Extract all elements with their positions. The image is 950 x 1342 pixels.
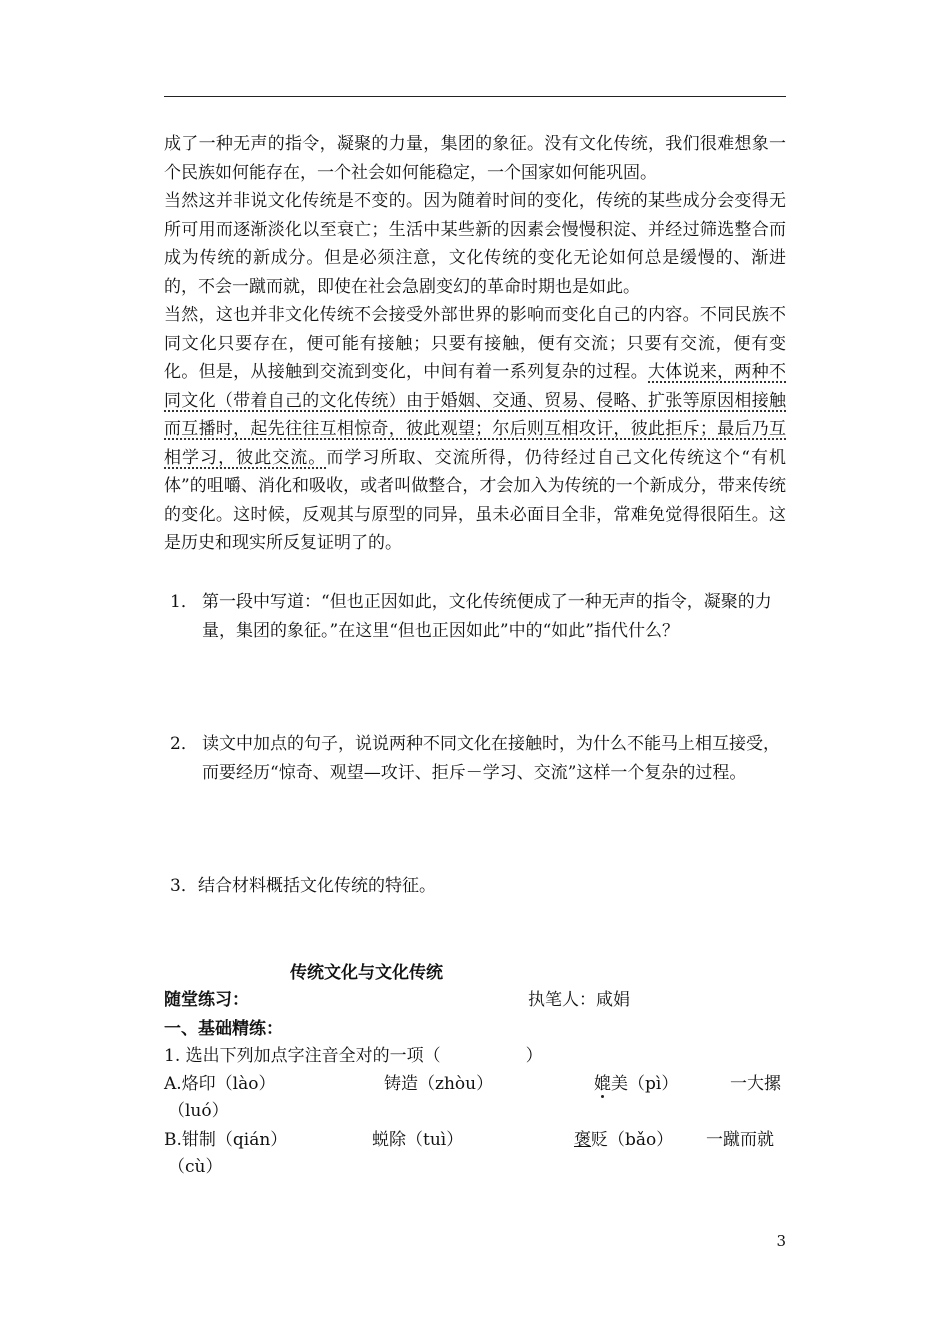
dotted-char: 媲 [594, 1074, 611, 1094]
passage-paragraph-3-end: 而学习所取、交流所得，仍待经过自己文化传统这个“有机体”的咀嚼、消化和吸收，或者叫做整合，才会加入为传统的一个新成分，带来传统的变化。这时候，反观其与原型的同异，虽未必面目全非，常难免觉得很陌生。这是历史和现实所反复证明了的。 [164, 447, 786, 553]
question-number: 2． [170, 734, 198, 754]
option-a-2: 铸造（zhòu） [384, 1074, 494, 1094]
passage-paragraph-1: 成了一种无声的指令，凝聚的力量，集团的象征。没有文化传统，我们很难想象一个民族如何能存在，一个社会如何能稳定，一个国家如何能巩固。 [164, 134, 786, 183]
option-a-3 [594, 1071, 678, 1097]
option-a-4-pinyin: （luó） [168, 1101, 229, 1121]
question-text: 结合材料概括文化传统的特征。 [198, 876, 436, 896]
question-number: 3． [170, 876, 198, 896]
author-label: 执笔人：咸娟 [528, 990, 630, 1010]
section-title: 传统文化与文化传统 [290, 963, 443, 983]
passage [164, 130, 786, 558]
passage-paragraph-3-start: 当然，这也并非文化传统不会接受外部世界的影响而变化自己的内容。不同民族不同文化只要存在，便可能有接触；只要有接触，便有交流；只要有交流，便有变化。但是，从接触到交流到变化，中间有着一系列复杂的过程。 [164, 305, 786, 382]
question-1 [170, 588, 770, 645]
question-text: 读文中加点的句子，说说两种不同文化在接触时，为什么不能马上相互接受，而要经历“惊奇、观望—攻讦、拒斥－学习、交流”这样一个复杂的过程。 [202, 734, 780, 783]
option-b-3-rest: 贬（bǎo） [591, 1130, 674, 1150]
passage-paragraph-3 [164, 301, 786, 558]
question-number: 1． [170, 592, 198, 612]
option-a-1: A.烙印（lào） [164, 1074, 276, 1094]
option-b-3 [574, 1127, 673, 1153]
question-select-pinyin: 1. 选出下列加点字注音全对的一项（ ） [164, 1046, 543, 1066]
practice-label: 随堂练习： [164, 990, 249, 1010]
underlined-char: 褒 [574, 1130, 591, 1150]
header-rule [164, 96, 786, 97]
question-3 [170, 872, 770, 901]
question-text: 第一段中写道：“但也正因如此，文化传统便成了一种无声的指令，凝聚的力量，集团的象征。”在这里“但也正因如此”中的“如此”指代什么？ [202, 592, 772, 641]
option-b-1: B.钳制（qián） [164, 1130, 288, 1150]
option-b-2: 蜕除（tuì） [372, 1130, 464, 1150]
passage-paragraph-2: 当然这并非说文化传统是不变的。因为随着时间的变化，传统的某些成分会变得无所可用而逐渐淡化以至衰亡；生活中某些新的因素会慢慢积淀、并经过筛选整合而成为传统的新成分。但是必须注意，文化传统的变化无论如何总是缓慢的、渐进的，不会一蹴而就，即使在社会急剧变幻的革命时期也是如此。 [164, 191, 786, 297]
question-2 [170, 730, 780, 787]
option-a-3-rest: 美（pì） [611, 1074, 679, 1094]
option-a-4: 一大摞 [730, 1074, 781, 1094]
dotted-sentence: 大体说来，两种不同文化（带着自己的文化传统）由于婚姻、交通、贸易、侵略、扩张等原因相接触而互播时，起先往往互相惊奇，彼此观望；尔后则互相攻讦，彼此拒斥；最后乃互相学习，彼此交流。 [164, 362, 786, 468]
basic-section-label: 一、基础精练： [164, 1019, 283, 1039]
page-number: 3 [776, 1232, 786, 1250]
option-b-4: 一蹴而就 [706, 1130, 774, 1150]
option-b-4-pinyin: （cù） [168, 1157, 223, 1177]
